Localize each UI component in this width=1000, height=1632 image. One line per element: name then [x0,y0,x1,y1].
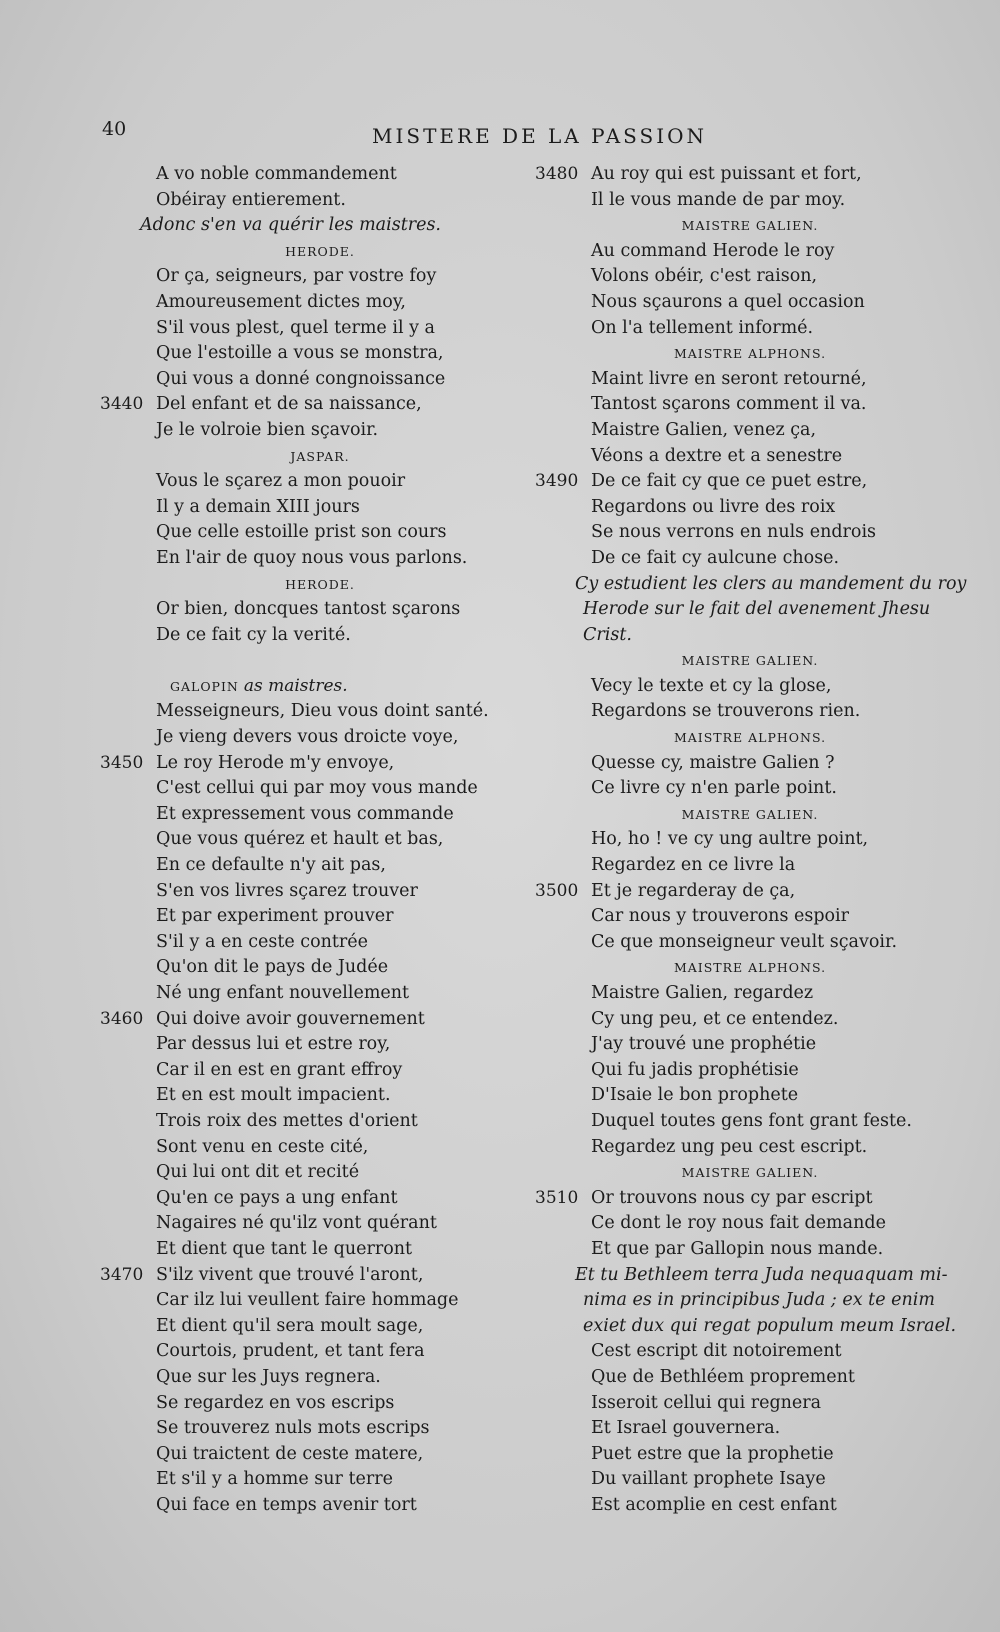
verse-line [535,674,965,700]
verse-text: Del enfant et de sa naissance, [156,394,422,415]
verse-text: Se trouverez nuls mots escrips [156,1418,430,1439]
verse-text: De ce fait cy que ce puet estre, [591,471,868,492]
verse-text: Car nous y trouverons espoir [591,906,850,927]
verse-text: Vecy le texte et cy la glose, [591,675,832,696]
verse-text: Cy ung peu, et ce entendez. [591,1008,839,1029]
blank-line [100,648,540,674]
verse-text: Et dient qu'il sera moult sage, [156,1315,424,1336]
line-number: 3490 [535,471,579,492]
verse-text: Quesse cy, maistre Galien ? [591,752,835,773]
verse-line [535,930,965,956]
verse-line [535,418,965,444]
verse-text: Et en est moult impacient. [156,1085,391,1106]
verse-text: Et je regarderay de ça, [591,880,796,901]
verse-line [100,495,540,521]
verse-text: Que de Bethléem proprement [591,1366,855,1387]
left-column [100,162,540,1518]
verse-line [100,1493,540,1519]
verse-text: Regardons ou livre des roix [591,496,836,517]
verse-text: Se regardez en vos escrips [156,1392,395,1413]
verse-line [100,316,540,342]
verse-line [100,520,540,546]
verse-text: Ho, ho ! ve cy ung aultre point, [591,829,869,850]
verse-line [535,853,965,879]
verse-line [100,1109,540,1135]
verse-text: Regardez ung peu cest escript. [591,1136,868,1157]
verse-line [535,1237,965,1263]
verse-line [100,904,540,930]
verse-text: Et dient que tant le querront [156,1238,413,1259]
verse-text: En l'air de quoy nous vous parlons. [156,547,468,568]
verse-line [100,1135,540,1161]
verse-text: Que celle estoille prist son cours [156,522,447,543]
verse-line [100,1007,540,1033]
stage-direction: Adonc s'en va quérir les maistres. [140,215,441,236]
verse-text: Véons a dextre et a senestre [591,445,843,466]
verse-text: S'il y a en ceste contrée [156,931,368,952]
verse-text: Qui doive avoir gouvernement [156,1008,425,1029]
speaker-name: MAISTRE GALIEN. [681,806,819,822]
verse-line [100,469,540,495]
verse-line [535,751,965,777]
verse-text: Amoureusement dictes moy, [156,291,406,312]
line-number: 3510 [535,1187,579,1208]
verse-text: Courtois, prudent, et tant fera [156,1341,425,1362]
verse-line [535,1493,965,1519]
verse-text: A vo noble commandement [156,164,397,184]
verse-text: Et par experiment prouver [156,906,394,927]
verse-text: Je le volroie bien sçavoir. [156,419,379,440]
verse-line [535,290,965,316]
verse-text: Il y a demain XIII jours [156,496,360,517]
verse-line [535,827,965,853]
verse-text: Volons obéir, c'est raison, [591,266,818,287]
stage-direction: Cy estudient les clers au mandement du roy [575,573,967,594]
verse-line [100,930,540,956]
verse-text: Regardez en ce livre la [591,855,796,876]
verse-text: Nagaires né qu'ilz vont quérant [156,1213,437,1234]
verse-line [535,1083,965,1109]
speaker-name: HERODE. [285,576,355,592]
verse-text: C'est cellui qui par moy vous mande [156,778,478,799]
verse-text: Né ung enfant nouvellement [156,983,410,1003]
verse-line [100,1083,540,1109]
verse-line [100,1467,540,1493]
verse-text: Maistre Galien, regardez [591,983,814,1003]
verse-line [535,1416,965,1442]
verse-line [535,1442,965,1468]
verse-line [100,802,540,828]
speaker-name: MAISTRE ALPHONS. [673,960,827,976]
verse-line [535,188,965,214]
verse-text: Trois roix des mettes d'orient [156,1110,418,1131]
verse-line [535,1391,965,1417]
verse-line [535,1186,965,1212]
verse-text: Car ilz lui veullent faire hommage [156,1290,459,1311]
speaker-note: as maistres. [243,675,348,696]
verse-text: En ce defaulte n'y ait pas, [156,855,386,876]
verse-line [535,495,965,521]
verse-line [535,162,965,188]
verse-text: Que sur les Juys regnera. [156,1366,381,1387]
verse-text: Qui fu jadis prophétisie [591,1059,799,1080]
verse-line [535,1135,965,1161]
verse-text: Regardons se trouverons rien. [591,701,861,722]
line-number: 3470 [100,1264,144,1285]
verse-line [100,1211,540,1237]
verse-line [100,955,540,981]
verse-line [100,418,540,444]
verse-text: Du vaillant prophete Isaye [591,1469,826,1490]
speaker-label: GALOPIN [170,678,244,694]
verse-text: Sont venu en ceste cité, [156,1136,369,1157]
verse-line [100,1339,540,1365]
verse-text: Qui traictent de ceste matere, [156,1443,424,1464]
verse-text: De ce fait cy aulcune chose. [591,547,840,568]
verse-line [100,981,540,1007]
verse-text: Messeigneurs, Dieu vous doint santé. [156,701,489,722]
verse-line [100,188,540,214]
verse-line [100,623,540,649]
verse-line [100,853,540,879]
verse-text: Maint livre en seront retourné, [591,368,867,389]
verse-line [100,546,540,572]
stage-direction: Crist. [583,624,632,645]
verse-line [535,1365,965,1391]
verse-line [535,392,965,418]
verse-line [535,1007,965,1033]
verse-text: Vous le sçarez a mon pouoir [156,471,406,492]
verse-text: Que l'estoille a vous se monstra, [156,343,444,364]
verse-line [535,520,965,546]
verse-line [100,162,540,188]
speaker-name: HERODE. [285,243,355,259]
verse-text: Se nous verrons en nuls endrois [591,522,877,543]
verse-line [100,1160,540,1186]
verse-text: Ce livre cy n'en parle point. [591,778,837,799]
verse-line [100,341,540,367]
verse-line [535,1058,965,1084]
verse-text: Qui vous a donné congnoissance [156,368,446,389]
verse-line [535,879,965,905]
verse-line [100,1237,540,1263]
verse-text: Qu'en ce pays a ung enfant [156,1187,398,1208]
verse-text: Et que par Gallopin nous mande. [591,1238,884,1259]
verse-text: Et expressement vous commande [156,803,454,824]
verse-line [100,1058,540,1084]
verse-line [100,392,540,418]
verse-text: Qui lui ont dit et recité [156,1162,360,1183]
verse-text: J'ay trouvé une prophétie [591,1034,817,1055]
verse-text: On l'a tellement informé. [591,317,814,338]
verse-line [535,469,965,495]
verse-line [100,1365,540,1391]
speaker-name: MAISTRE ALPHONS. [673,346,827,362]
speaker-name: MAISTRE GALIEN. [681,218,819,234]
line-number: 3440 [100,394,144,415]
verse-text: S'ilz vivent que trouvé l'aront, [156,1264,424,1285]
verse-line [100,1186,540,1212]
verse-text: Or ça, seigneurs, par vostre foy [156,266,437,287]
speaker-name: MAISTRE GALIEN. [681,653,819,669]
verse-line [535,699,965,725]
verse-line [100,367,540,393]
line-number: 3450 [100,752,144,773]
verse-text: Par dessus lui et estre roy, [156,1034,391,1055]
stage-direction: exiet dux qui regat populum meum Israel. [583,1315,957,1336]
verse-text: Obéiray entierement. [156,189,346,210]
verse-line [100,776,540,802]
speaker-name: JASPAR. [290,448,350,464]
verse-line [535,1109,965,1135]
verse-line [535,264,965,290]
verse-text: Tantost sçarons comment il va. [591,394,867,415]
verse-line [100,879,540,905]
verse-text: Ce que monseigneur veult sçavoir. [591,931,898,952]
stage-direction: Herode sur le fait del avenement Jhesu [583,599,931,620]
verse-line [100,290,540,316]
verse-line [100,1263,540,1289]
verse-text: Est acomplie en cest enfant [591,1494,837,1515]
verse-line [100,827,540,853]
verse-text: Puet estre que la prophetie [591,1443,834,1464]
right-column [535,162,965,1518]
verse-line [535,904,965,930]
verse-line [535,367,965,393]
verse-text: Qu'on dit le pays de Judée [156,957,389,978]
verse-text: Je vieng devers vous droicte voye, [156,727,459,748]
line-number: 3480 [535,164,579,184]
verse-text: D'Isaie le bon prophete [591,1085,799,1106]
verse-text: Or trouvons nous cy par escript [591,1187,873,1208]
verse-text: Et Israel gouvernera. [591,1418,781,1439]
verse-line [535,316,965,342]
verse-line [535,1211,965,1237]
verse-line [100,1442,540,1468]
verse-text: Nous sçaurons a quel occasion [591,291,865,312]
verse-text: Or bien, doncques tantost sçarons [156,599,461,620]
verse-line [535,444,965,470]
verse-text: Et s'il y a homme sur terre [156,1469,393,1490]
stage-direction: Et tu Bethleem terra Juda nequaquam mi- [575,1264,948,1285]
verse-line [100,1288,540,1314]
page-header [100,118,980,150]
verse-line [535,239,965,265]
running-title: MISTERE DE LA PASSION [372,124,708,148]
verse-text: Le roy Herode m'y envoye, [156,752,395,773]
verse-line [100,751,540,777]
verse-line [100,1391,540,1417]
verse-text: De ce fait cy la verité. [156,624,351,645]
verse-line [100,699,540,725]
verse-text: Isseroit cellui qui regnera [591,1392,822,1413]
speaker-name: MAISTRE ALPHONS. [673,730,827,746]
verse-text: Cest escript dit notoirement [591,1341,842,1362]
verse-line [535,546,965,572]
verse-text: Au command Herode le roy [591,240,835,261]
verse-line [535,1339,965,1365]
verse-text: Au roy qui est puissant et fort, [591,164,862,184]
verse-text: Ce dont le roy nous fait demande [591,1213,886,1234]
verse-line [535,981,965,1007]
speaker-name [100,674,540,700]
verse-line [535,776,965,802]
verse-line [535,1467,965,1493]
verse-line [100,264,540,290]
stage-direction: nima es in principibus Juda ; ex te enim [583,1290,935,1311]
verse-text: Il le vous mande de par moy. [591,189,846,210]
speaker-name: MAISTRE GALIEN. [681,1165,819,1181]
verse-line [100,1314,540,1340]
verse-text: Qui face en temps avenir tort [156,1494,417,1515]
verse-text: Car il en est en grant effroy [156,1059,403,1080]
verse-text: Que vous quérez et hault et bas, [156,829,444,850]
verse-line [100,597,540,623]
verse-text: S'il vous plest, quel terme il y a [156,317,435,338]
verse-text: Duquel toutes gens font grant feste. [591,1110,912,1131]
line-number: 3460 [100,1008,144,1029]
verse-text: S'en vos livres sçarez trouver [156,880,418,901]
page-number: 40 [102,118,127,140]
verse-line [100,725,540,751]
line-number: 3500 [535,880,579,901]
verse-line [100,1032,540,1058]
verse-text: Maistre Galien, venez ça, [591,419,817,440]
verse-line [100,1416,540,1442]
verse-line [535,1032,965,1058]
